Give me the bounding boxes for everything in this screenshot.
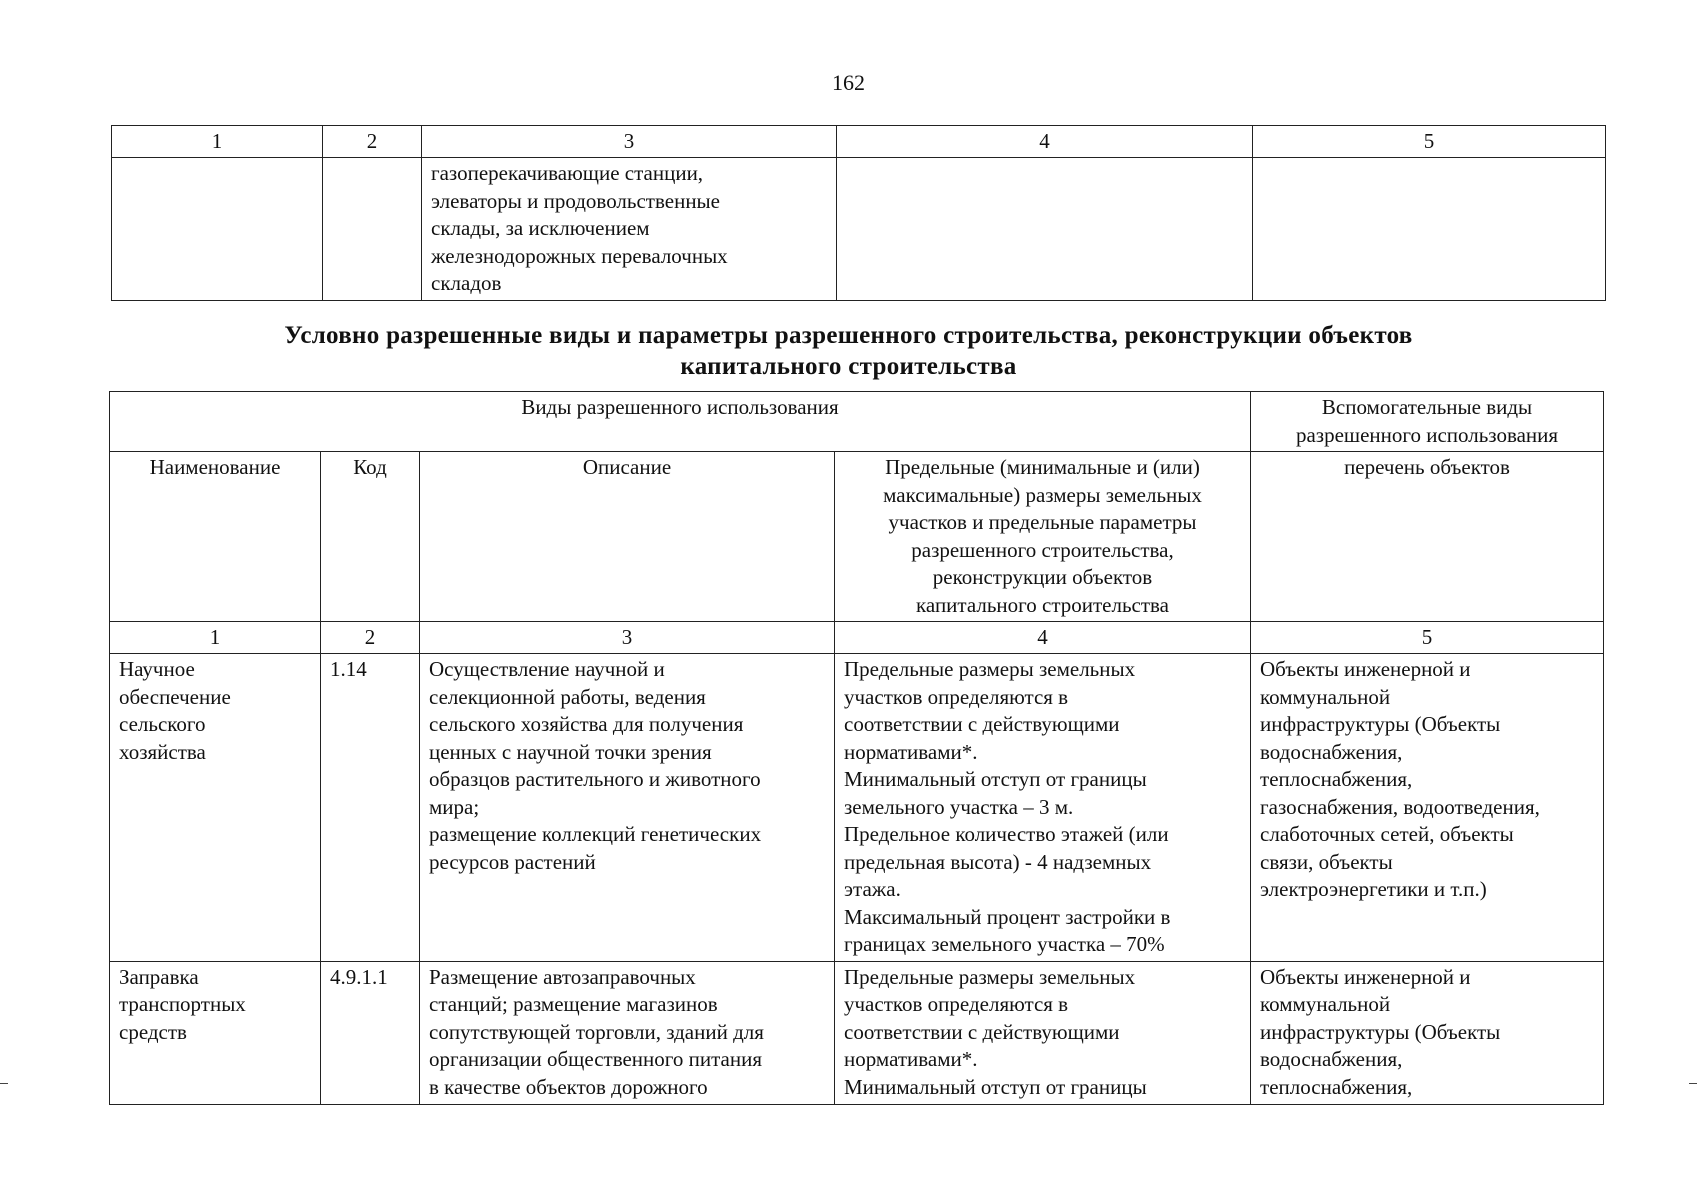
table-row (110, 961, 1604, 1104)
text-line: сельского хозяйства для получения (429, 712, 744, 736)
text-line: Научное (119, 657, 195, 681)
text-line: предельная высота) - 4 надземных (844, 849, 1152, 874)
code-cell: 4.9.1.1 (321, 961, 420, 1104)
text-line: соответствии с действующими (844, 712, 1120, 736)
text-line: Объекты инженерной и (1260, 657, 1471, 681)
section-title-line: Условно разрешенные виды и параметры разрешенного строительства, реконструкции объектов (284, 322, 1413, 349)
header-line: Вспомогательные виды (1321, 395, 1533, 419)
text-line: обеспечение (119, 684, 231, 709)
header-limits (835, 452, 1251, 622)
description-cell (422, 158, 837, 301)
header-name: Наименование (110, 452, 321, 622)
header-line: Предельные (минимальные и (или) (885, 455, 1200, 479)
text-line: электроэнергетики и т.п.) (1260, 877, 1487, 901)
text-line: теплоснабжения, (1260, 767, 1413, 791)
column-number: 1 (112, 126, 323, 158)
column-header-row (110, 452, 1604, 622)
text-line: коммунальной (1260, 684, 1391, 709)
section-title-line: капитального строительства (680, 353, 1017, 380)
table-row (112, 158, 1606, 301)
text-line: Осуществление научной и (429, 657, 665, 681)
column-number: 3 (420, 622, 835, 654)
header-line: реконструкции объектов (932, 565, 1153, 589)
text-line: сельского (119, 712, 206, 736)
column-number: 4 (837, 126, 1253, 158)
text-line: ресурсов растений (429, 849, 596, 874)
group-header-row (110, 392, 1604, 452)
column-number: 2 (323, 126, 422, 158)
code-cell (323, 158, 422, 301)
column-number-row (112, 126, 1606, 158)
text-line: железнодорожных перевалочных (431, 243, 728, 268)
text-line: Максимальный процент застройки в (844, 904, 1171, 929)
text-line: газоснабжения, водоотведения, (1260, 794, 1540, 819)
header-line: максимальные) размеры земельных (883, 482, 1202, 507)
page-number: 162 (832, 70, 865, 95)
text-line: станций; размещение магазинов (429, 992, 718, 1016)
objects-cell (1251, 654, 1604, 962)
description-cell (420, 654, 835, 962)
text-line: средств (119, 1019, 187, 1044)
text-line: теплоснабжения, (1260, 1074, 1413, 1099)
name-cell (110, 961, 321, 1104)
text-line: селекционной работы, ведения (429, 684, 706, 709)
text-line: нормативами*. (844, 1047, 978, 1071)
group-header: Виды разрешенного использования (110, 392, 1251, 452)
limits-cell (837, 158, 1253, 301)
text-line: ценных с научной точки зрения (429, 739, 712, 764)
column-number: 5 (1251, 622, 1604, 654)
table-row (110, 654, 1604, 962)
column-number: 3 (422, 126, 837, 158)
text-line: Минимальный отступ от границы (844, 1074, 1147, 1099)
text-line: слаботочных сетей, объекты (1260, 822, 1514, 846)
text-line: инфраструктуры (Объекты (1260, 1019, 1501, 1044)
text-line: Предельные размеры земельных (844, 964, 1136, 989)
text-line: водоснабжения, (1260, 1047, 1403, 1071)
text-line: коммунальной (1260, 992, 1391, 1016)
scan-mark (1689, 1083, 1697, 1084)
description-cell (420, 961, 835, 1104)
header-objects: перечень объектов (1251, 452, 1604, 622)
scan-mark (0, 1083, 8, 1084)
text-line: соответствии с действующими (844, 1019, 1120, 1044)
text-line: Заправка (119, 964, 199, 989)
text-line: размещение коллекций генетических (429, 822, 762, 846)
header-line: разрешенного строительства, (911, 537, 1174, 562)
header-code: Код (321, 452, 420, 622)
text-line: элеваторы и продовольственные (431, 188, 720, 213)
header-line: участков и предельные параметры (888, 510, 1197, 534)
text-line: Размещение автозаправочных (429, 964, 696, 989)
text-line: транспортных (119, 992, 246, 1016)
header-description: Описание (420, 452, 835, 622)
text-line: земельного участка – 3 м. (844, 794, 1074, 819)
text-line: сопутствующей торговли, зданий для (429, 1019, 764, 1044)
objects-cell (1251, 961, 1604, 1104)
text-line: в качестве объектов дорожного (429, 1074, 708, 1099)
name-cell (110, 654, 321, 962)
text-line: Минимальный отступ от границы (844, 767, 1147, 791)
text-line: мира; (429, 794, 480, 819)
text-line: газоперекачивающие станции, (431, 161, 704, 185)
text-line: организации общественного питания (429, 1047, 762, 1071)
text-line: нормативами*. (844, 739, 978, 764)
text-line: инфраструктуры (Объекты (1260, 712, 1501, 736)
name-cell (112, 158, 323, 301)
text-line: складов (431, 271, 502, 295)
column-number: 2 (321, 622, 420, 654)
section-title (0, 320, 1697, 382)
text-line: границах земельного участка – 70% (844, 932, 1165, 956)
header-line: капитального строительства (916, 592, 1169, 617)
continuation-table (111, 125, 1606, 301)
text-line: водоснабжения, (1260, 739, 1403, 764)
text-line: связи, объекты (1260, 849, 1393, 874)
text-line: этажа. (844, 877, 901, 901)
text-line: участков определяются в (844, 684, 1069, 709)
column-number: 5 (1253, 126, 1606, 158)
column-number: 1 (110, 622, 321, 654)
permitted-uses-table (109, 391, 1604, 1105)
column-number-row (110, 622, 1604, 654)
text-line: склады, за исключением (431, 216, 650, 240)
text-line: участков определяются в (844, 992, 1069, 1016)
text-line: хозяйства (119, 739, 206, 764)
objects-cell (1253, 158, 1606, 301)
column-number: 4 (835, 622, 1251, 654)
limits-cell (835, 654, 1251, 962)
text-line: Предельное количество этажей (или (844, 822, 1169, 846)
limits-cell (835, 961, 1251, 1104)
code-cell: 1.14 (321, 654, 420, 962)
aux-header (1251, 392, 1604, 452)
text-line: образцов растительного и животного (429, 767, 761, 791)
text-line: Объекты инженерной и (1260, 964, 1471, 989)
header-line: разрешенного использования (1295, 422, 1559, 447)
text-line: Предельные размеры земельных (844, 657, 1136, 681)
